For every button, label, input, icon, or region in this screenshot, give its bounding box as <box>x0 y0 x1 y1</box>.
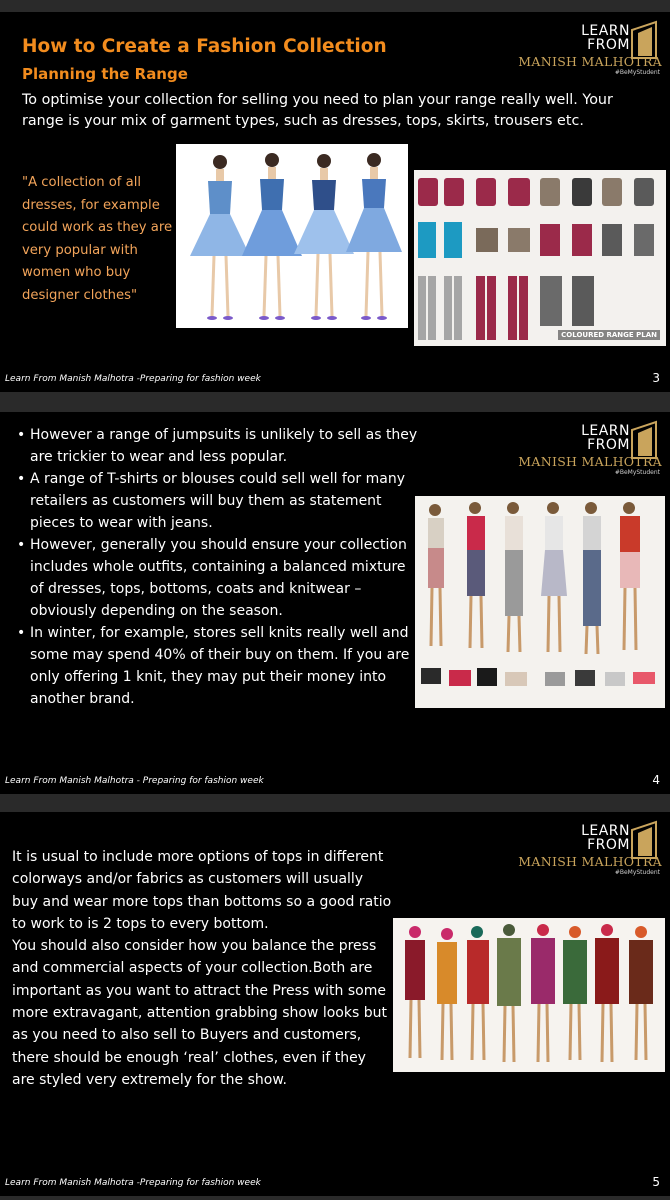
bullet-item: • However, generally you should ensure your collection includes whole outfits, containing a balanced mixture of dresses, tops, bottoms, coats and knitwear – obviously depending on the season. <box>30 534 420 622</box>
range-plan-image <box>414 170 666 346</box>
body-text <box>12 846 392 1091</box>
logo-line1: LEARN <box>581 823 630 839</box>
tops-bottoms-illustration <box>415 496 665 708</box>
learn-from-manish-malhotra-logo <box>514 420 664 478</box>
coats-figures-sketch <box>393 918 665 1072</box>
slide-4 <box>0 412 670 794</box>
page-number: 3 <box>652 371 660 385</box>
logo-line2: FROM <box>587 37 630 53</box>
bullet-list <box>16 424 420 710</box>
logo-line1: LEARN <box>581 423 630 439</box>
range-plan-garments <box>414 170 666 346</box>
page-number: 5 <box>652 1175 660 1189</box>
learn-from-manish-malhotra-logo <box>514 820 664 878</box>
logo-tag: #BeMyStudent <box>614 469 660 476</box>
logo-name: MANISH MALHOTRA <box>518 854 662 869</box>
dresses-sketch <box>176 144 408 328</box>
footer-text: Learn From Manish Malhotra -Preparing for fashion week <box>5 374 261 384</box>
learn-from-manish-malhotra-logo <box>514 20 664 78</box>
footer-text: Learn From Manish Malhotra -Preparing for fashion week <box>5 1178 261 1188</box>
logo-line1: LEARN <box>581 23 630 39</box>
paragraph-1: It is usual to include more options of tops in different colorways and/or fabrics as customers will usually buy and wear more tops than bottoms so a good ratio to work to is 2 tops to every bottom. <box>12 849 392 932</box>
logo-tag: #BeMyStudent <box>614 69 660 76</box>
bullet-item: • However a range of jumpsuits is unlikely to sell as they are trickier to wear and less popular. <box>30 424 420 468</box>
footer-text: Learn From Manish Malhotra - Preparing for fashion week <box>5 776 264 786</box>
fashion-figures-sketch <box>415 496 665 708</box>
logo-line2: FROM <box>587 837 630 853</box>
paragraph-2: You should also consider how you balance the press and commercial aspects of your collection.Both are important as you want to attract the Press with some more extravagant, attention grabbing show looks but as you need to also sell to Buyers and customers, there should be enough ‘real’ clothes, even if they are styled very extremely for the show. <box>12 938 387 1088</box>
coats-collection-illustration <box>393 918 665 1072</box>
logo-tag: #BeMyStudent <box>614 869 660 876</box>
logo-line2: FROM <box>587 437 630 453</box>
page-number: 4 <box>652 773 660 787</box>
dresses-illustration <box>176 144 408 328</box>
logo-name: MANISH MALHOTRA <box>518 54 662 69</box>
bullet-item: • A range of T-shirts or blouses could sell well for many retailers as customers will buy them as statement pieces to wear with jeans. <box>30 468 420 534</box>
logo-name: MANISH MALHOTRA <box>518 454 662 469</box>
slide-subtitle: Planning the Range <box>22 65 188 83</box>
bullet-item: • In winter, for example, stores sell knits really well and some may spend 40% of their buy on them. If you are only offering 1 knit, they may put their money into another brand. <box>30 622 420 710</box>
slide-title: How to Create a Fashion Collection <box>22 36 387 57</box>
slide-3 <box>0 12 670 392</box>
slide-5 <box>0 812 670 1196</box>
intro-text: To optimise your collection for selling you need to plan your range really well. Your range is your mix of garment types, such as dresses, tops, skirts, trousers etc. <box>22 92 613 129</box>
quote-text: "A collection of all dresses, for example could work as they are very popular with women who buy designer clothes" <box>22 175 173 303</box>
range-plan-label: COLOURED RANGE PLAN <box>558 330 660 340</box>
